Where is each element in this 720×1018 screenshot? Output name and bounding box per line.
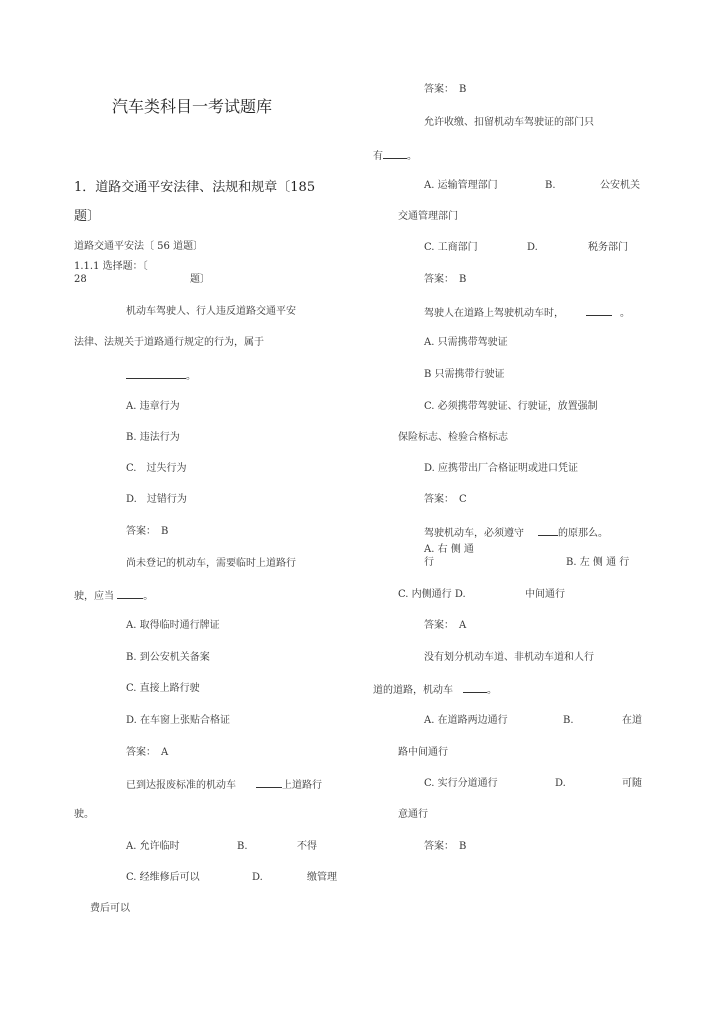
option-b: B. 违法行为 [126,432,180,443]
answer-label: 答案： A [424,620,467,631]
option-a: A. 运输管理部门 [424,180,498,191]
question-blank-line [126,369,196,383]
option-b-text: 公安机关 [600,180,640,191]
answer-blank [126,369,186,379]
option-b-cont: 路中间通行 [398,747,448,758]
option-d-text: 可随 [622,778,642,789]
option-d-label: D. [527,242,538,253]
question-text-part: 上道路行 [282,780,322,791]
option-d-cont: 意通行 [398,809,428,820]
option-d-cont: 费后可以 [90,903,130,914]
option-c: C. 工商部门 [424,242,478,253]
question-text-part: 的原那么。 [558,528,608,539]
answer-blank [383,149,407,159]
question-text: 法律、法规关于道路通行规定的行为，属于 [74,337,264,348]
subsubsection-end: 题〕 [190,274,210,285]
option-c: C. 内侧通行 D. [398,589,466,600]
option-a: A. 只需携带驾驶证 [424,337,508,348]
option-b-label: B. [545,180,556,191]
option-b: B. 左 侧 通 行 [566,557,630,568]
option-c-cont: 保险标志、检验合格标志 [398,432,508,443]
question-text [126,778,322,792]
option-b: B. 到公安机关备案 [126,652,210,663]
option-d-label: D. [252,872,263,883]
option-d-text: 缴管理 [307,872,337,883]
option-b-cont: 交通管理部门 [398,211,458,222]
option-d-text: 税务部门 [588,242,628,253]
page-title: 汽车类科目一考试题库 [112,97,273,116]
answer-label: 答案： B [424,84,467,95]
question-text-part: 道的道路，机动车 [373,685,453,696]
question-punct: 。 [407,151,417,162]
option-d-label: D. [555,778,566,789]
question-punct: 。 [620,308,630,319]
question-text-part: 驾驶机动车，必须遵守 [424,528,524,539]
option-c: C. 实行分道通行 [424,778,498,789]
option-b-text: 在道 [622,715,642,726]
option-a: A. 取得临时通行牌证 [126,620,220,631]
question-text: 允许收缴、扣留机动车驾驶证的部门只 [424,117,594,128]
question-text-part: 驶，应当 [74,591,114,602]
question-punct: 。 [143,591,154,602]
subsection-heading: 道路交通平安法〔 56 道题〕 [74,241,204,252]
question-text [424,306,630,320]
option-d: 中间通行 [525,589,565,600]
option-c: C. 经维修后可以 [126,872,200,883]
answer-blank [586,306,612,316]
section-heading: 1．道路交通平安法律、法规和规章〔185 [74,180,316,195]
option-d: D. 应携带出厂合格证明或进口凭证 [424,463,579,474]
answer-label: 答案： C [424,494,467,505]
question-text [74,589,153,603]
answer-label: 答案： B [424,841,467,852]
section-heading-cont: 题〕 [74,209,101,224]
question-text-part: 有 [373,151,383,162]
option-b-label: B. [237,841,248,852]
answer-label: 答案： B [126,526,169,537]
answer-label: 答案： B [424,274,467,285]
option-b: B 只需携带行驶证 [424,369,505,380]
question-text-part: 驾驶人在道路上驾驶机动车时， [424,308,564,319]
answer-blank [256,778,282,788]
question-text: 机动车驾驶人、行人违反道路交通平安 [126,306,296,317]
question-text [373,683,497,697]
option-a: A. 在道路两边通行 [424,715,508,726]
answer-label: 答案： A [126,747,169,758]
option-c: C. 过失行为 [126,463,187,474]
option-c: C. 必须携带驾驶证、行驶证，放置强制 [424,401,598,412]
question-text: 驶。 [74,809,94,820]
subsubsection-heading: 1.1.1 选择题：〔 [74,261,148,272]
option-c: C. 直接上路行驶 [126,683,200,694]
question-text: 尚未登记的机动车，需要临时上道路行 [126,558,296,569]
answer-blank [538,526,558,536]
answer-blank [117,589,143,599]
question-text-part: 已到达报废标准的机动车 [126,780,236,791]
option-b-text: 不得 [297,841,317,852]
answer-blank [463,683,487,693]
option-d: D. 在车窗上张贴合格证 [126,715,231,726]
option-b-label: B. [563,715,574,726]
option-a: A. 右 侧 通 [424,544,474,555]
option-a: A. 违章行为 [126,401,180,412]
option-a: A. 允许临时 [126,841,180,852]
option-d: D. 过错行为 [126,494,187,505]
question-punct: 。 [186,371,196,382]
subsubsection-count: 28 [74,274,87,285]
question-text: 没有划分机动车道、非机动车道和人行 [424,652,594,663]
option-a-cont: 行 [424,557,434,568]
question-text [373,149,417,163]
question-text [424,526,608,540]
question-punct: 。 [487,685,497,696]
